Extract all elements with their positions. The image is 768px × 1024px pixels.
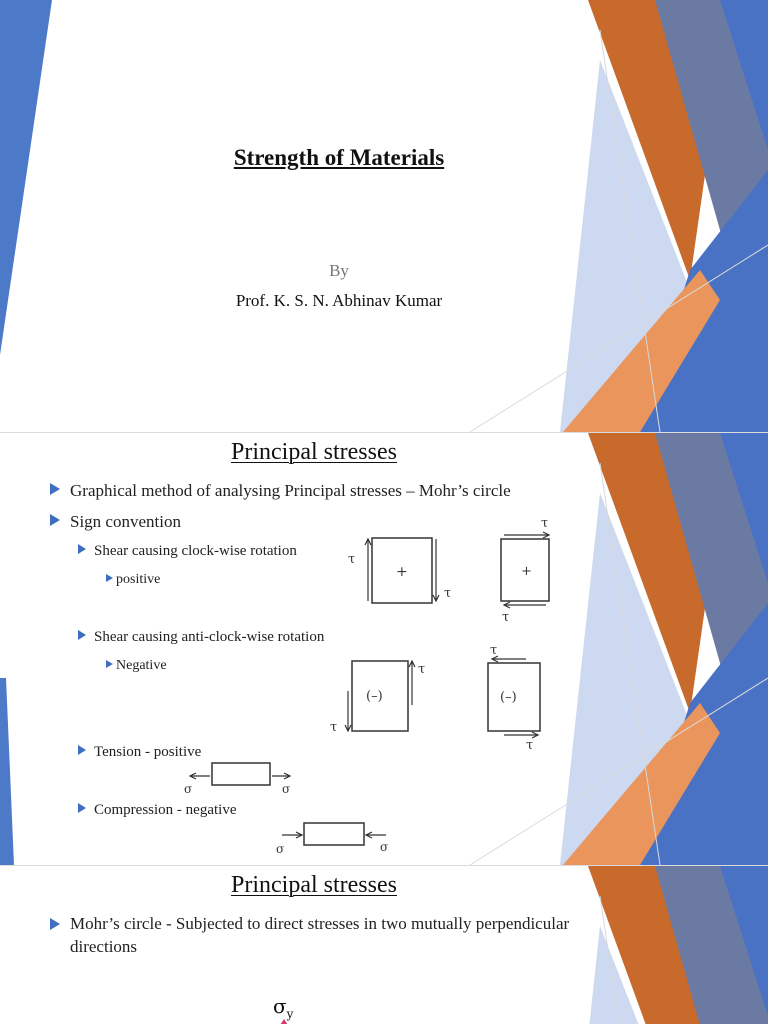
plus-label: + xyxy=(396,564,408,580)
bullet-negative xyxy=(106,658,167,674)
bullet-compression xyxy=(78,802,236,819)
bullet-arrow-icon xyxy=(50,483,60,495)
sigma-label: σ xyxy=(276,842,285,856)
author-name: Prof. K. S. N. Abhinav Kumar xyxy=(235,291,443,310)
bullet-text: Mohr’s circle - Subjected to direct stresses in two mutually perpendicular directions xyxy=(70,914,570,956)
clockwise-shear-sketch-2 xyxy=(494,511,564,626)
bullet-text: Graphical method of analysing Principal stresses – Mohr’s circle xyxy=(70,481,511,500)
tau-label: τ xyxy=(526,738,534,751)
compression-sketch xyxy=(272,817,402,857)
slide-title: Principal stresses xyxy=(231,439,397,465)
bullet-text: Tension - positive xyxy=(94,744,202,760)
sigma-label: σ xyxy=(282,782,291,796)
plus-label: + xyxy=(521,564,532,579)
mohrs-circle-slide xyxy=(0,866,768,1024)
bullet-arrow-icon xyxy=(78,803,86,813)
tau-label: τ xyxy=(330,720,338,735)
bullet-arrow-icon xyxy=(106,574,113,582)
bullet-graphical-method xyxy=(50,481,511,501)
title-slide xyxy=(0,0,768,432)
bullet-clockwise-shear xyxy=(78,543,297,560)
arrow-up-icon xyxy=(280,1019,288,1024)
tau-label: τ xyxy=(541,516,549,531)
tau-label: τ xyxy=(490,643,498,658)
minus-label: (–) xyxy=(366,689,383,704)
tau-label: τ xyxy=(502,610,510,625)
bullet-text: Compression - negative xyxy=(94,802,237,818)
bullet-arrow-icon xyxy=(106,660,113,668)
bullet-text: Sign convention xyxy=(70,512,181,531)
tension-sketch xyxy=(182,757,302,797)
minus-label: (–) xyxy=(500,690,517,705)
bullet-anticlockwise-shear xyxy=(78,629,324,646)
sigma-y-label: $\sigma_y$ xyxy=(273,994,294,1021)
bullet-text: positive xyxy=(116,572,161,587)
bullet-arrow-icon xyxy=(78,544,86,554)
sigma-label: σ xyxy=(184,782,193,796)
bullet-arrow-icon xyxy=(50,514,60,526)
anticlockwise-shear-sketch-2 xyxy=(482,639,552,751)
bullet-positive xyxy=(106,572,160,588)
bullet-arrow-icon xyxy=(78,745,86,755)
presentation-title: Strength of Materials xyxy=(233,145,445,170)
slide-decoration xyxy=(0,0,768,432)
bullet-text: Negative xyxy=(116,658,167,673)
bullet-arrow-icon xyxy=(50,918,60,930)
slide-title: Principal stresses xyxy=(231,872,397,898)
tau-label: τ xyxy=(444,586,452,601)
tau-label: τ xyxy=(418,662,426,677)
by-label: By xyxy=(329,261,349,280)
bullet-mohrs-circle xyxy=(50,912,570,958)
principal-stresses-slide xyxy=(0,433,768,865)
bullet-text: Shear causing clock-wise rotation xyxy=(94,543,297,559)
anticlockwise-shear-sketch-1 xyxy=(328,655,438,740)
sigma-label: σ xyxy=(380,840,389,854)
tau-label: τ xyxy=(348,552,356,567)
clockwise-shear-sketch-1 xyxy=(342,533,462,613)
bullet-text: Shear causing anti-clock-wise rotation xyxy=(94,629,325,645)
bullet-arrow-icon xyxy=(78,630,86,640)
bullet-sign-convention xyxy=(50,512,181,532)
